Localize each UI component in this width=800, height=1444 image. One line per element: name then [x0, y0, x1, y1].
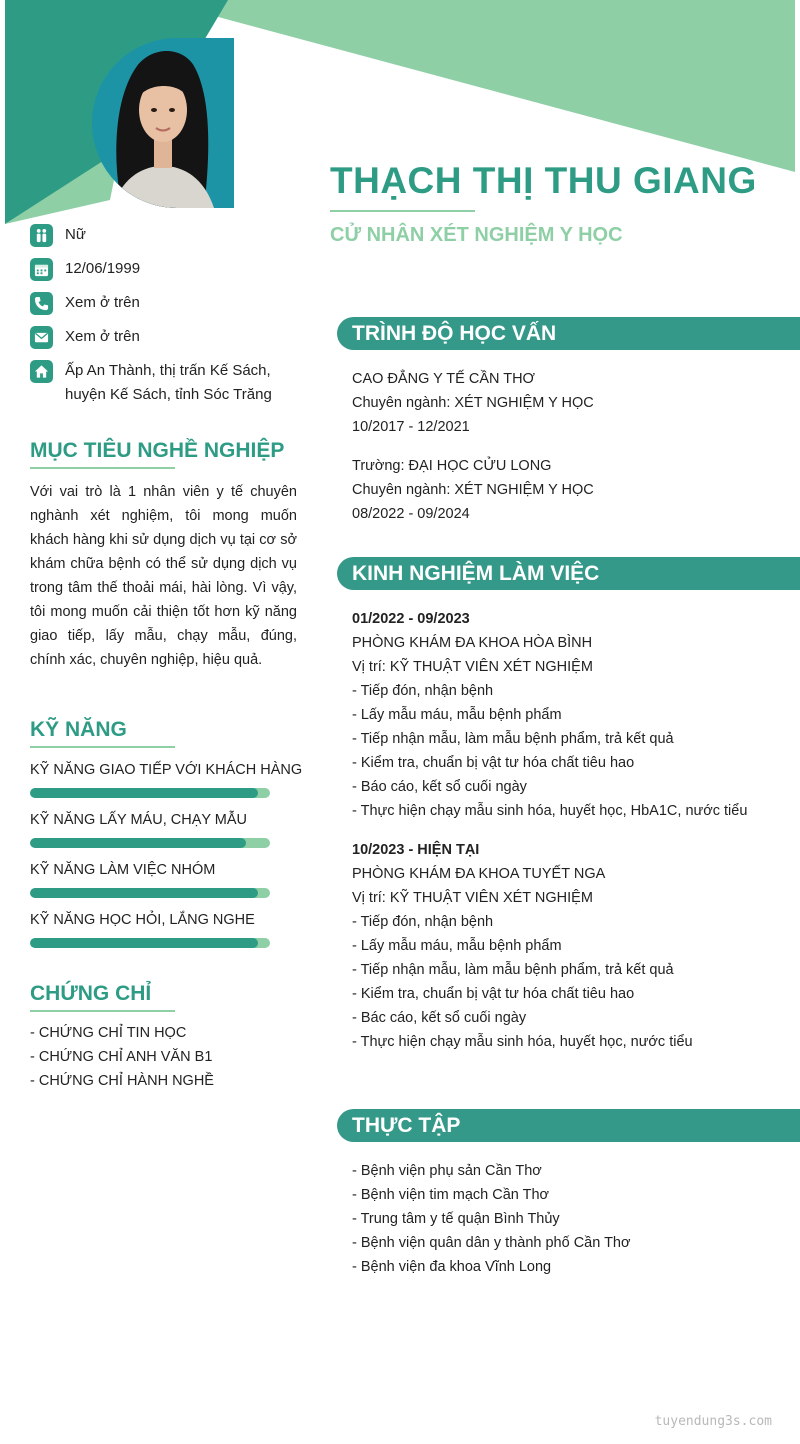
email-text: Xem ở trên [65, 328, 140, 345]
certificate-item: - CHỨNG CHỈ ANH VĂN B1 [30, 1049, 213, 1065]
skill-bar [30, 788, 270, 798]
skill-bar-fill [30, 838, 246, 848]
skill-bar [30, 838, 270, 848]
internship-item: - Trung tâm y tế quận Bình Thủy [352, 1211, 560, 1227]
job-title: CỬ NHÂN XÉT NGHIỆM Y HỌC [330, 224, 623, 246]
skill-label: KỸ NĂNG LÀM VIỆC NHÓM [30, 862, 216, 878]
email-icon [30, 326, 53, 349]
internship-item: - Bệnh viện quân dân y thành phố Cần Thơ [352, 1235, 631, 1251]
education-major: Chuyên ngành: XÉT NGHIỆM Y HỌC [352, 395, 594, 411]
gender-icon [30, 224, 53, 247]
candidate-name: THẠCH THỊ THU GIANG [330, 160, 757, 201]
internship-item: - Bệnh viện đa khoa Vĩnh Long [352, 1259, 552, 1275]
experience-period: 10/2023 - HIỆN TẠI [352, 842, 480, 858]
skill-label: KỸ NĂNG GIAO TIẾP VỚI KHÁCH HÀNG [30, 762, 303, 778]
address-text [65, 359, 272, 407]
experience-duty: - Tiếp đón, nhận bệnh [352, 683, 494, 699]
info-gender [30, 224, 86, 247]
education-school: CAO ĐẲNG Y TẾ CẦN THƠ [352, 371, 535, 387]
experience-duty: - Kiểm tra, chuẩn bị vật tư hóa chất tiêu hao [352, 986, 635, 1002]
experience-banner: KINH NGHIỆM LÀM VIỆC [337, 557, 800, 590]
address-line-2: huyện Kế Sách, tỉnh Sóc Trăng [65, 386, 272, 403]
address-line-1: Ấp An Thành, thị trấn Kế Sách, [65, 362, 271, 379]
phone-icon [30, 292, 53, 315]
objective-text: Với vai trò là 1 nhân viên y tế chuyên nghành xét nghiệm, tôi mong muốn khách hàng khi sử dụng dịch vụ tại cơ sở khám chữa bệnh có thể sử dụng dịch vụ trong tâm thế thoải mái, hài lòng. Vì vậy, tôi mong muốn cải thiện tốt hơn kỹ năng giao tiếp, lấy mẫu, chạy mẫu, đúng, chính xác, chuyên nghiệp, hiệu quả. [30, 484, 297, 668]
info-birthdate [30, 258, 140, 281]
home-icon [30, 360, 53, 383]
objective-underline [30, 467, 175, 469]
experience-company: PHÒNG KHÁM ĐA KHOA HÒA BÌNH [352, 635, 593, 651]
skill-bar-fill [30, 888, 258, 898]
experience-duty: - Lấy mẫu máu, mẫu bệnh phẩm [352, 938, 562, 954]
skill-label: KỸ NĂNG HỌC HỎI, LẮNG NGHE [30, 912, 255, 928]
skills-underline [30, 746, 175, 748]
experience-duty: - Kiểm tra, chuẩn bị vật tư hóa chất tiêu hao [352, 755, 635, 771]
certificate-item: - CHỨNG CHỈ TIN HỌC [30, 1025, 187, 1041]
info-address [30, 360, 272, 407]
calendar-icon [30, 258, 53, 281]
experience-duty: - Báo cáo, kết sổ cuối ngày [352, 779, 527, 795]
experience-position: Vị trí: KỸ THUẬT VIÊN XÉT NGHIỆM [352, 890, 593, 906]
name-underline [330, 210, 475, 212]
light-green-triangle [155, 0, 795, 172]
education-school: Trường: ĐẠI HỌC CỬU LONG [352, 458, 552, 474]
skill-bar [30, 888, 270, 898]
experience-duty: - Bác cáo, kết sổ cuối ngày [352, 1010, 527, 1026]
experience-duty: - Tiếp nhận mẫu, làm mẫu bệnh phẩm, trả kết quả [352, 731, 674, 747]
phone-text: Xem ở trên [65, 294, 140, 311]
experience-period: 01/2022 - 09/2023 [352, 611, 470, 627]
skills-heading: KỸ NĂNG [30, 718, 127, 741]
certificate-item: - CHỨNG CHỈ HÀNH NGHỀ [30, 1073, 214, 1089]
certificates-heading: CHỨNG CHỈ [30, 982, 152, 1005]
internship-item: - Bệnh viện tim mạch Cần Thơ [352, 1187, 550, 1203]
skill-label: KỸ NĂNG LẤY MÁU, CHẠY MẪU [30, 812, 248, 828]
experience-duty: - Thực hiện chạy mẫu sinh hóa, huyết học, HbA1C, nước tiểu [352, 803, 748, 819]
skill-bar [30, 938, 270, 948]
education-period: 08/2022 - 09/2024 [352, 506, 470, 522]
skill-bar-fill [30, 938, 258, 948]
experience-company: PHÒNG KHÁM ĐA KHOA TUYẾT NGA [352, 866, 606, 882]
experience-duty: - Lấy mẫu máu, mẫu bệnh phẩm [352, 707, 562, 723]
education-major: Chuyên ngành: XÉT NGHIỆM Y HỌC [352, 482, 594, 498]
experience-position: Vị trí: KỸ THUẬT VIÊN XÉT NGHIỆM [352, 659, 593, 675]
experience-duty: - Thực hiện chạy mẫu sinh hóa, huyết học, nước tiểu [352, 1034, 693, 1050]
skill-bar-fill [30, 788, 258, 798]
internship-item: - Bệnh viện phụ sản Cần Thơ [352, 1163, 542, 1179]
experience-duty: - Tiếp đón, nhận bệnh [352, 914, 494, 930]
info-email [30, 326, 140, 349]
gender-text: Nữ [65, 226, 86, 243]
birthdate-text: 12/06/1999 [65, 260, 141, 277]
experience-duty: - Tiếp nhận mẫu, làm mẫu bệnh phẩm, trả kết quả [352, 962, 674, 978]
watermark: tuyendung3s.com [654, 1414, 772, 1429]
education-banner: TRÌNH ĐỘ HỌC VẤN [337, 317, 800, 350]
internship-banner: THỰC TẬP [337, 1109, 800, 1142]
info-phone [30, 292, 140, 315]
certificates-underline [30, 1010, 175, 1012]
objective-heading: MỤC TIÊU NGHỀ NGHIỆP [30, 439, 285, 462]
education-period: 10/2017 - 12/2021 [352, 419, 470, 435]
